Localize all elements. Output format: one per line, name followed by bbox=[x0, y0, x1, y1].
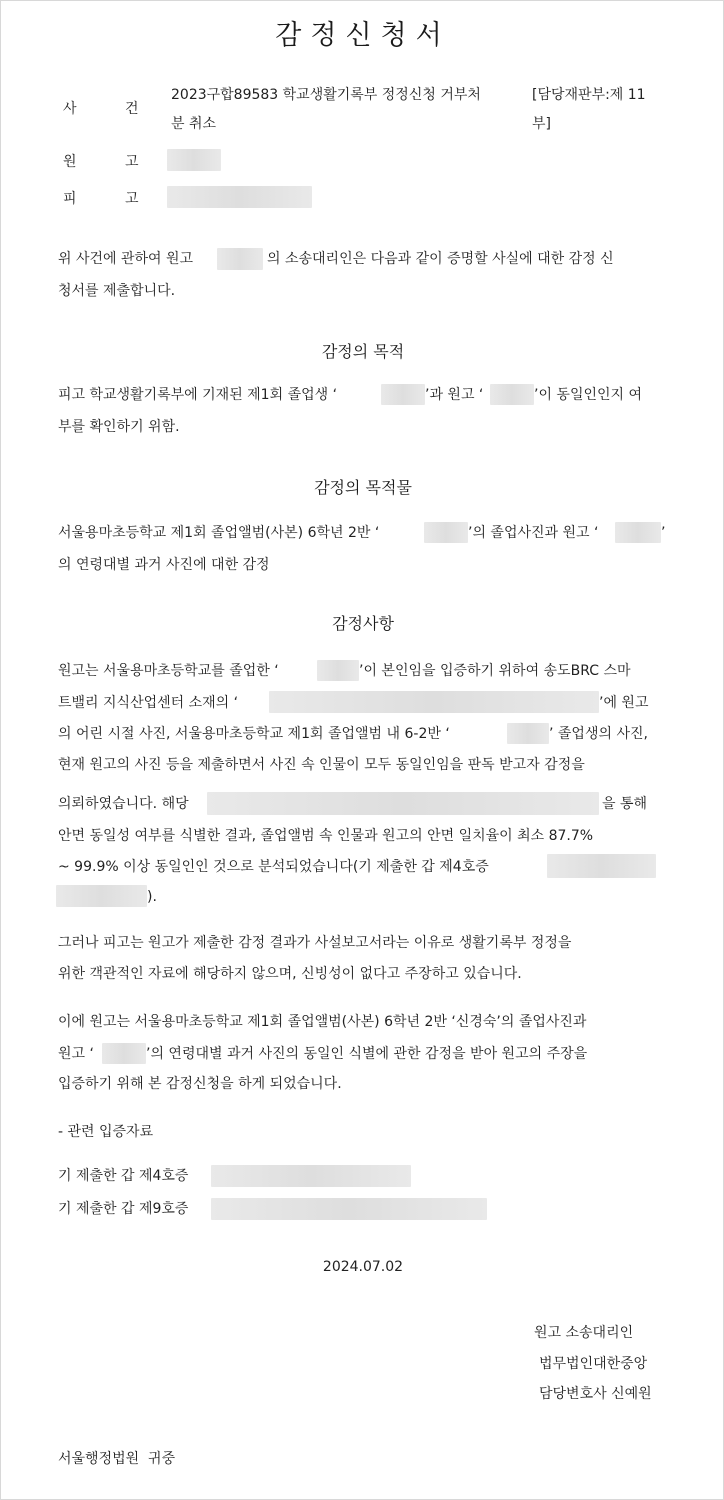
evidence-redaction-1 bbox=[211, 1165, 411, 1187]
matters-redaction-7 bbox=[102, 1043, 146, 1064]
defendant-name-redaction bbox=[167, 186, 312, 208]
purpose-redaction-1 bbox=[381, 384, 425, 405]
plaintiff-label-1: 원 bbox=[63, 154, 77, 170]
purpose-text-line2: 부를 확인하기 위함. bbox=[58, 419, 180, 435]
matters-p1-line1-a: 원고는 서울용마초등학교를 졸업한 ‘ bbox=[58, 663, 279, 679]
matters-redaction-2 bbox=[269, 691, 599, 713]
case-dept-line1: [담당재판부:제 11 bbox=[532, 87, 646, 103]
matters-p3-line2-a: 원고 ‘ bbox=[58, 1046, 94, 1062]
plaintiff-label-2: 고 bbox=[125, 154, 139, 170]
matters-p3-line1: 이에 원고는 서울용마초등학교 제1회 졸업앨범(사본) 6학년 2반 ‘신경숙’의 졸업사진과 bbox=[58, 1014, 587, 1030]
document-title: 감정신청서 bbox=[275, 20, 451, 51]
matters-p1-line2-a: 트밸리 지식산업센터 소재의 ‘ bbox=[58, 695, 239, 711]
signature-line-2: 법무법인대한중앙 bbox=[539, 1356, 648, 1372]
case-value-line2: 분 취소 bbox=[171, 116, 217, 132]
document-date: 2024.07.02 bbox=[322, 1259, 404, 1275]
matters-p3-line3: 입증하기 위해 본 감정신청을 하게 되었습니다. bbox=[58, 1076, 342, 1092]
matters-p1-line5-a: 의뢰하였습니다. 해당 bbox=[58, 796, 189, 812]
intro-text-b: 의 소송대리인은 다음과 같이 증명할 사실에 대한 감정 신 bbox=[267, 251, 614, 267]
intro-text-line2: 청서를 제출합니다. bbox=[58, 283, 176, 299]
defendant-label-1: 피 bbox=[63, 191, 77, 207]
purpose-text-c: ’이 동일인인지 여 bbox=[534, 387, 643, 403]
purpose-redaction-2 bbox=[490, 384, 534, 405]
matters-p1-line2-b: ’에 원고 bbox=[599, 695, 649, 711]
plaintiff-name-redaction bbox=[167, 149, 221, 171]
object-text-b: ’의 졸업사진과 원고 ‘ bbox=[468, 525, 599, 541]
defendant-label-2: 고 bbox=[125, 191, 139, 207]
case-value-line1: 2023구합89583 학교생활기록부 정정신청 거부처 bbox=[171, 87, 481, 103]
matters-redaction-6 bbox=[56, 885, 147, 907]
matters-p1-line5-b: 을 통해 bbox=[602, 796, 648, 812]
case-label-1: 사 bbox=[63, 101, 77, 117]
signature-line-1: 원고 소송대리인 bbox=[534, 1325, 634, 1341]
object-text-c: ’ bbox=[661, 525, 666, 541]
object-text-a: 서울용마초등학교 제1회 졸업앨범(사본) 6학년 2반 ‘ bbox=[58, 525, 380, 541]
matters-p1-line3-b: ’ 졸업생의 사진, bbox=[549, 726, 648, 742]
court-addressee: 서울행정법원 귀중 bbox=[58, 1451, 176, 1467]
matters-heading: 감정사항 bbox=[332, 614, 394, 633]
object-redaction-1 bbox=[424, 522, 468, 543]
matters-p1-line6: 안면 동일성 여부를 식별한 결과, 졸업앨범 속 인물과 원고의 안면 일치율이 최소 87.7% bbox=[58, 828, 594, 844]
evidence-item-2: 기 제출한 갑 제9호증 bbox=[58, 1201, 189, 1217]
matters-redaction-5 bbox=[547, 854, 656, 878]
object-heading: 감정의 목적물 bbox=[314, 478, 412, 497]
matters-p1-line1-b: ’이 본인임을 입증하기 위하여 송도BRC 스마 bbox=[359, 663, 631, 679]
matters-p3-line2-b: ’의 연령대별 과거 사진의 동일인 식별에 관한 감정을 받아 원고의 주장을 bbox=[146, 1046, 588, 1062]
matters-p1-line3-a: 의 어린 시절 사진, 서울용마초등학교 제1회 졸업앨범 내 6-2반 ‘ bbox=[58, 726, 450, 742]
case-label-2: 건 bbox=[125, 101, 139, 117]
object-redaction-2 bbox=[615, 522, 661, 543]
case-dept-line2: 부] bbox=[532, 116, 551, 132]
purpose-text-b: ’과 원고 ‘ bbox=[425, 387, 484, 403]
purpose-text-a: 피고 학교생활기록부에 기재된 제1회 졸업생 ‘ bbox=[58, 387, 338, 403]
matters-p1-line7: ~ 99.9% 이상 동일인인 것으로 분석되었습니다(기 제출한 갑 제4호증 bbox=[58, 859, 489, 875]
matters-redaction-4 bbox=[207, 792, 599, 815]
matters-p1-line4: 현재 원고의 사진 등을 제출하면서 사진 속 인물이 모두 동일인임을 판독 받고자 감정을 bbox=[58, 757, 585, 773]
object-text-line2: 의 연령대별 과거 사진에 대한 감정 bbox=[58, 557, 270, 573]
intro-text-a: 위 사건에 관하여 원고 bbox=[58, 251, 194, 267]
evidence-item-1: 기 제출한 갑 제4호증 bbox=[58, 1168, 189, 1184]
matters-redaction-3 bbox=[507, 723, 549, 744]
evidence-heading: - 관련 입증자료 bbox=[58, 1124, 154, 1140]
signature-line-3: 담당변호사 신예원 bbox=[539, 1386, 652, 1402]
evidence-redaction-2 bbox=[211, 1198, 487, 1220]
purpose-heading: 감정의 목적 bbox=[321, 342, 405, 361]
matters-p2-line2: 위한 객관적인 자료에 해당하지 않으며, 신빙성이 없다고 주장하고 있습니다. bbox=[58, 966, 522, 982]
matters-p1-line8: ). bbox=[147, 889, 157, 905]
matters-redaction-1 bbox=[317, 660, 359, 681]
matters-p2-line1: 그러나 피고는 원고가 제출한 감정 결과가 사설보고서라는 이유로 생활기록부 정정을 bbox=[58, 935, 572, 951]
intro-redaction bbox=[217, 248, 263, 270]
